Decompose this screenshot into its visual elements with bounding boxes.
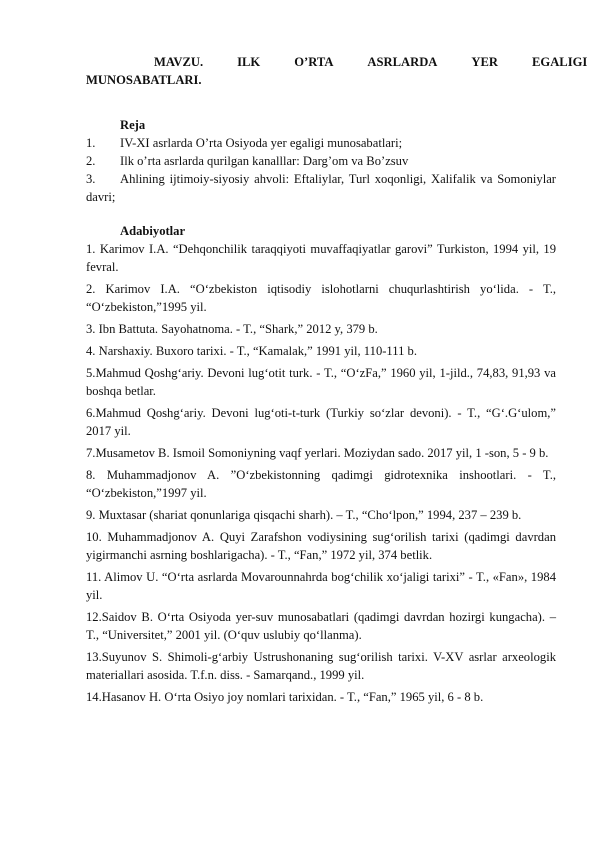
title-word: EGALIGI xyxy=(532,55,588,69)
title-word: O’RTA xyxy=(294,55,334,69)
title-line-2: MUNOSABATLARI. xyxy=(86,73,202,87)
title-word: ASRLARDA xyxy=(367,55,438,69)
title-word: MAVZU. xyxy=(154,55,204,69)
reference-item: 6.Mahmud Qoshg‘ariy. Devoni lug‘oti-t-turk (Turkiy so‘zlar devoni). - T., “G‘.G‘ulom,” 2017 yil. xyxy=(86,406,556,438)
references-heading: Adabiyotlar xyxy=(120,224,186,238)
reference-item: 9. Muxtasar (shariat qonunlariga qisqachi sharh). – T., “Cho‘lpon,” 1994, 237 – 239 b. xyxy=(86,508,522,522)
reference-item: 7.Musametov B. Ismoil Somoniyning vaqf yerlari. Moziydan sado. 2017 yil, 1 -son, 5 - 9 b. xyxy=(86,446,549,460)
plan-item-number: 2. xyxy=(86,154,96,168)
document-page xyxy=(86,53,588,710)
reference-item: 1. Karimov I.A. “Dehqonchilik taraqqiyoti muvaffaqiyatlar garovi” Turkiston, 1994 yil, 19 fevral. xyxy=(86,242,556,274)
reference-item: 2. Karimov I.A. “O‘zbekiston iqtisodiy islohotlarni chuqurlashtirish yo‘lida. - T., “O‘zbekiston,”1995 yil. xyxy=(86,282,556,314)
plan-item xyxy=(86,170,556,206)
plan-heading: Reja xyxy=(120,118,146,132)
title-line-1 xyxy=(86,53,588,71)
reference-item: 14.Hasanov H. O‘rta Osiyo joy nomlari tarixidan. - T., “Fan,” 1965 yil, 6 - 8 b. xyxy=(86,690,484,704)
page-title xyxy=(86,53,588,89)
reference-item: 12.Saidov B. O‘rta Osiyoda yer-suv munosabatlari (qadimgi davrdan hozirgi kungacha). – T., “Universitet,” 2001 yil. (O‘quv uslubiy qo‘llanma). xyxy=(86,610,556,642)
title-word: ILK xyxy=(237,55,261,69)
plan-section xyxy=(86,116,556,206)
plan-item xyxy=(86,134,556,152)
plan-item-text: Ahlining ijtimoiy-siyosiy ahvoli: Eftaliylar, Turl xoqonligi, Xalifalik va Somoniylar davri; xyxy=(86,172,556,204)
reference-item: 8. Muhammadjonov A. ”O‘zbekistonning qadimgi gidrotexnika inshootlari. - T., “O‘zbekiston,”1997 yil. xyxy=(86,468,556,500)
reference-item: 10. Muhammadjonov A. Quyi Zarafshon vodiysining sug‘orilish tarixi (qadimgi davrdan yigirmanchi asrning boshlarigacha). - T., “Fan,” 1972 yil, 374 betlik. xyxy=(86,530,556,562)
plan-item xyxy=(86,152,556,170)
reference-item: 5.Mahmud Qoshg‘ariy. Devoni lug‘otit turk. - T., “O‘zFa,” 1960 yil, 1-jild., 74,83, 91,93 va boshqa betlar. xyxy=(86,366,556,398)
reference-item: 11. Alimov U. “O‘rta asrlarda Movarounnahrda bog‘chilik xo‘jaligi tarixi” - T., «Fan», 1984 yil. xyxy=(86,570,556,602)
plan-item-text: Ilk o’rta asrlarda qurilgan kanalllar: Darg’om va Bo’zsuv xyxy=(120,154,409,168)
plan-item-number: 3. xyxy=(86,172,96,186)
title-word: YER xyxy=(471,55,498,69)
reference-item: 4. Narshaxiy. Buxoro tarixi. - T., “Kamalak,” 1991 yil, 110-111 b. xyxy=(86,344,417,358)
plan-item-text: IV-XI asrlarda O’rta Osiyoda yer egaligi munosabatlari; xyxy=(120,136,403,150)
plan-item-number: 1. xyxy=(86,136,96,150)
reference-item: 3. Ibn Battuta. Sayohatnoma. - T., “Shark,” 2012 y, 379 b. xyxy=(86,322,378,336)
reference-item: 13.Suyunov S. Shimoli-g‘arbiy Ustrushonaning sug‘orilish tarixi. V-XV asrlar arxeologik materiallari asosida. T.f.n. diss. - Samarqand., 1999 yil. xyxy=(86,650,556,682)
plan-list xyxy=(86,134,556,206)
references-section xyxy=(86,222,556,706)
references-list xyxy=(86,240,556,706)
